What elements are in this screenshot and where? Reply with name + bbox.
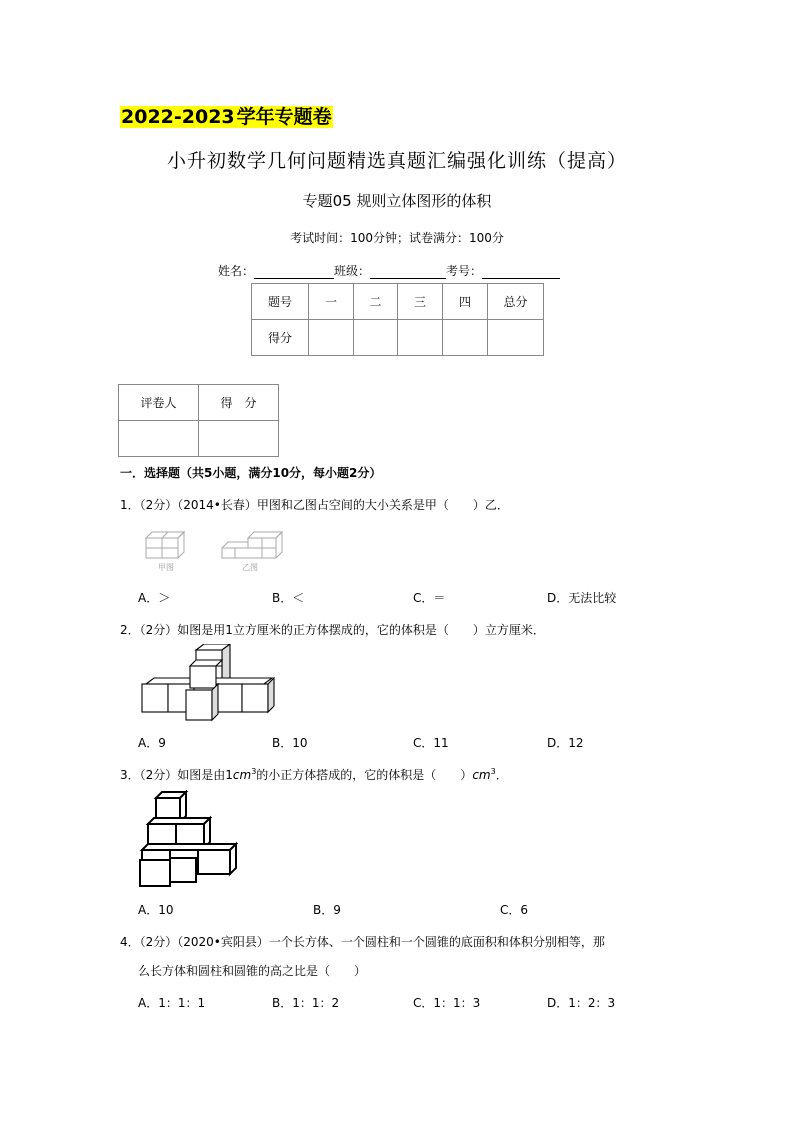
class-label: 班级： — [334, 264, 371, 278]
q3-unit: cm — [232, 768, 252, 782]
page-title: 小升初数学几何问题精选真题汇编强化训练（提高） — [166, 150, 627, 172]
student-info — [218, 262, 560, 279]
q1-option-d[interactable]: D．无法比较 — [547, 591, 617, 605]
score-cell[interactable] — [309, 320, 354, 356]
q3-text-middle: 的小正方体搭成的，它的体积是（ ） — [256, 768, 473, 782]
grader-table — [118, 384, 279, 457]
score-cell[interactable] — [398, 320, 443, 356]
q3-unit-sup-2: 3 — [490, 767, 496, 776]
question-1-figure — [138, 524, 298, 574]
year-highlight: 2022-2023 — [121, 106, 235, 128]
score-cell[interactable] — [443, 320, 488, 356]
header-cell: 三 — [398, 284, 443, 320]
score-cell[interactable] — [488, 320, 544, 356]
question-4-line-2: 么长方体和圆柱和圆锥的高之比是（ ） — [138, 964, 367, 978]
q2-option-d[interactable]: D．12 — [547, 736, 584, 750]
q2-option-a[interactable]: A．9 — [138, 736, 166, 750]
header-cell: 一 — [309, 284, 354, 320]
class-field[interactable] — [370, 266, 446, 279]
grader-cell[interactable] — [119, 421, 199, 457]
exam-info: 考试时间：100分钟；试卷满分：100分 — [290, 231, 504, 245]
header-cell: 四 — [443, 284, 488, 320]
question-1-text: 1．（2分）（2014•长春）甲图和乙图占空间的大小关系是甲（ ）乙． — [120, 498, 509, 512]
score-cell[interactable] — [354, 320, 398, 356]
header-cell: 题号 — [252, 284, 309, 320]
q1-option-a[interactable]: A．＞ — [138, 591, 171, 605]
q4-option-b[interactable]: B．1：1：2 — [272, 996, 340, 1010]
question-3-figure — [138, 790, 238, 890]
name-label: 姓名： — [218, 264, 255, 278]
score-table — [251, 283, 544, 356]
q2-option-c[interactable]: C．11 — [413, 736, 449, 750]
q4-option-c[interactable]: C．1：1：3 — [413, 996, 481, 1010]
header-cell: 总分 — [488, 284, 544, 320]
section-heading: 一．选择题（共5小题，满分10分，每小题2分） — [120, 466, 382, 480]
id-label: 考号： — [446, 264, 483, 278]
q2-option-b[interactable]: B．10 — [272, 736, 308, 750]
q3-unit-sup: 3 — [251, 767, 257, 776]
header-cell: 二 — [354, 284, 398, 320]
q3-option-c[interactable]: C．6 — [500, 903, 529, 917]
q3-text-before: 3．（2分）如图是由1 — [120, 768, 233, 782]
q1-option-b[interactable]: B．＜ — [272, 591, 305, 605]
question-4-line-1: 4．（2分）（2020•宾阳县）一个长方体、一个圆柱和一个圆锥的底面积和体积分别相等，那 — [120, 935, 605, 949]
question-2-figure — [138, 644, 278, 724]
q3-text-end: ． — [495, 768, 508, 782]
score-table-score-row — [252, 320, 544, 356]
q3-option-b[interactable]: B．9 — [313, 903, 341, 917]
q3-unit-2: cm — [472, 768, 491, 782]
q4-option-a[interactable]: A．1：1：1 — [138, 996, 206, 1010]
grader-label: 评卷人 — [119, 385, 199, 421]
name-field[interactable] — [254, 266, 334, 279]
year-suffix: 学年专题卷 — [236, 106, 332, 128]
figure-label-a: 甲图 — [158, 563, 174, 572]
figure-label-b: 乙图 — [242, 563, 258, 572]
grader-score-label: 得 分 — [199, 385, 279, 421]
q1-option-c[interactable]: C．＝ — [413, 591, 446, 605]
question-3-text — [120, 766, 508, 783]
question-2-text: 2．（2分）如图是用1立方厘米的正方体摆成的，它的体积是（ ）立方厘米． — [120, 623, 545, 637]
grader-score-cell[interactable] — [199, 421, 279, 457]
score-table-header-row — [252, 284, 544, 320]
year-tag — [120, 104, 333, 130]
q4-option-d[interactable]: D．1：2：3 — [547, 996, 616, 1010]
page-subtitle: 专题05 规则立体图形的体积 — [302, 192, 492, 210]
id-field[interactable] — [482, 266, 560, 279]
row-label: 得分 — [252, 320, 309, 356]
q3-option-a[interactable]: A．10 — [138, 903, 174, 917]
